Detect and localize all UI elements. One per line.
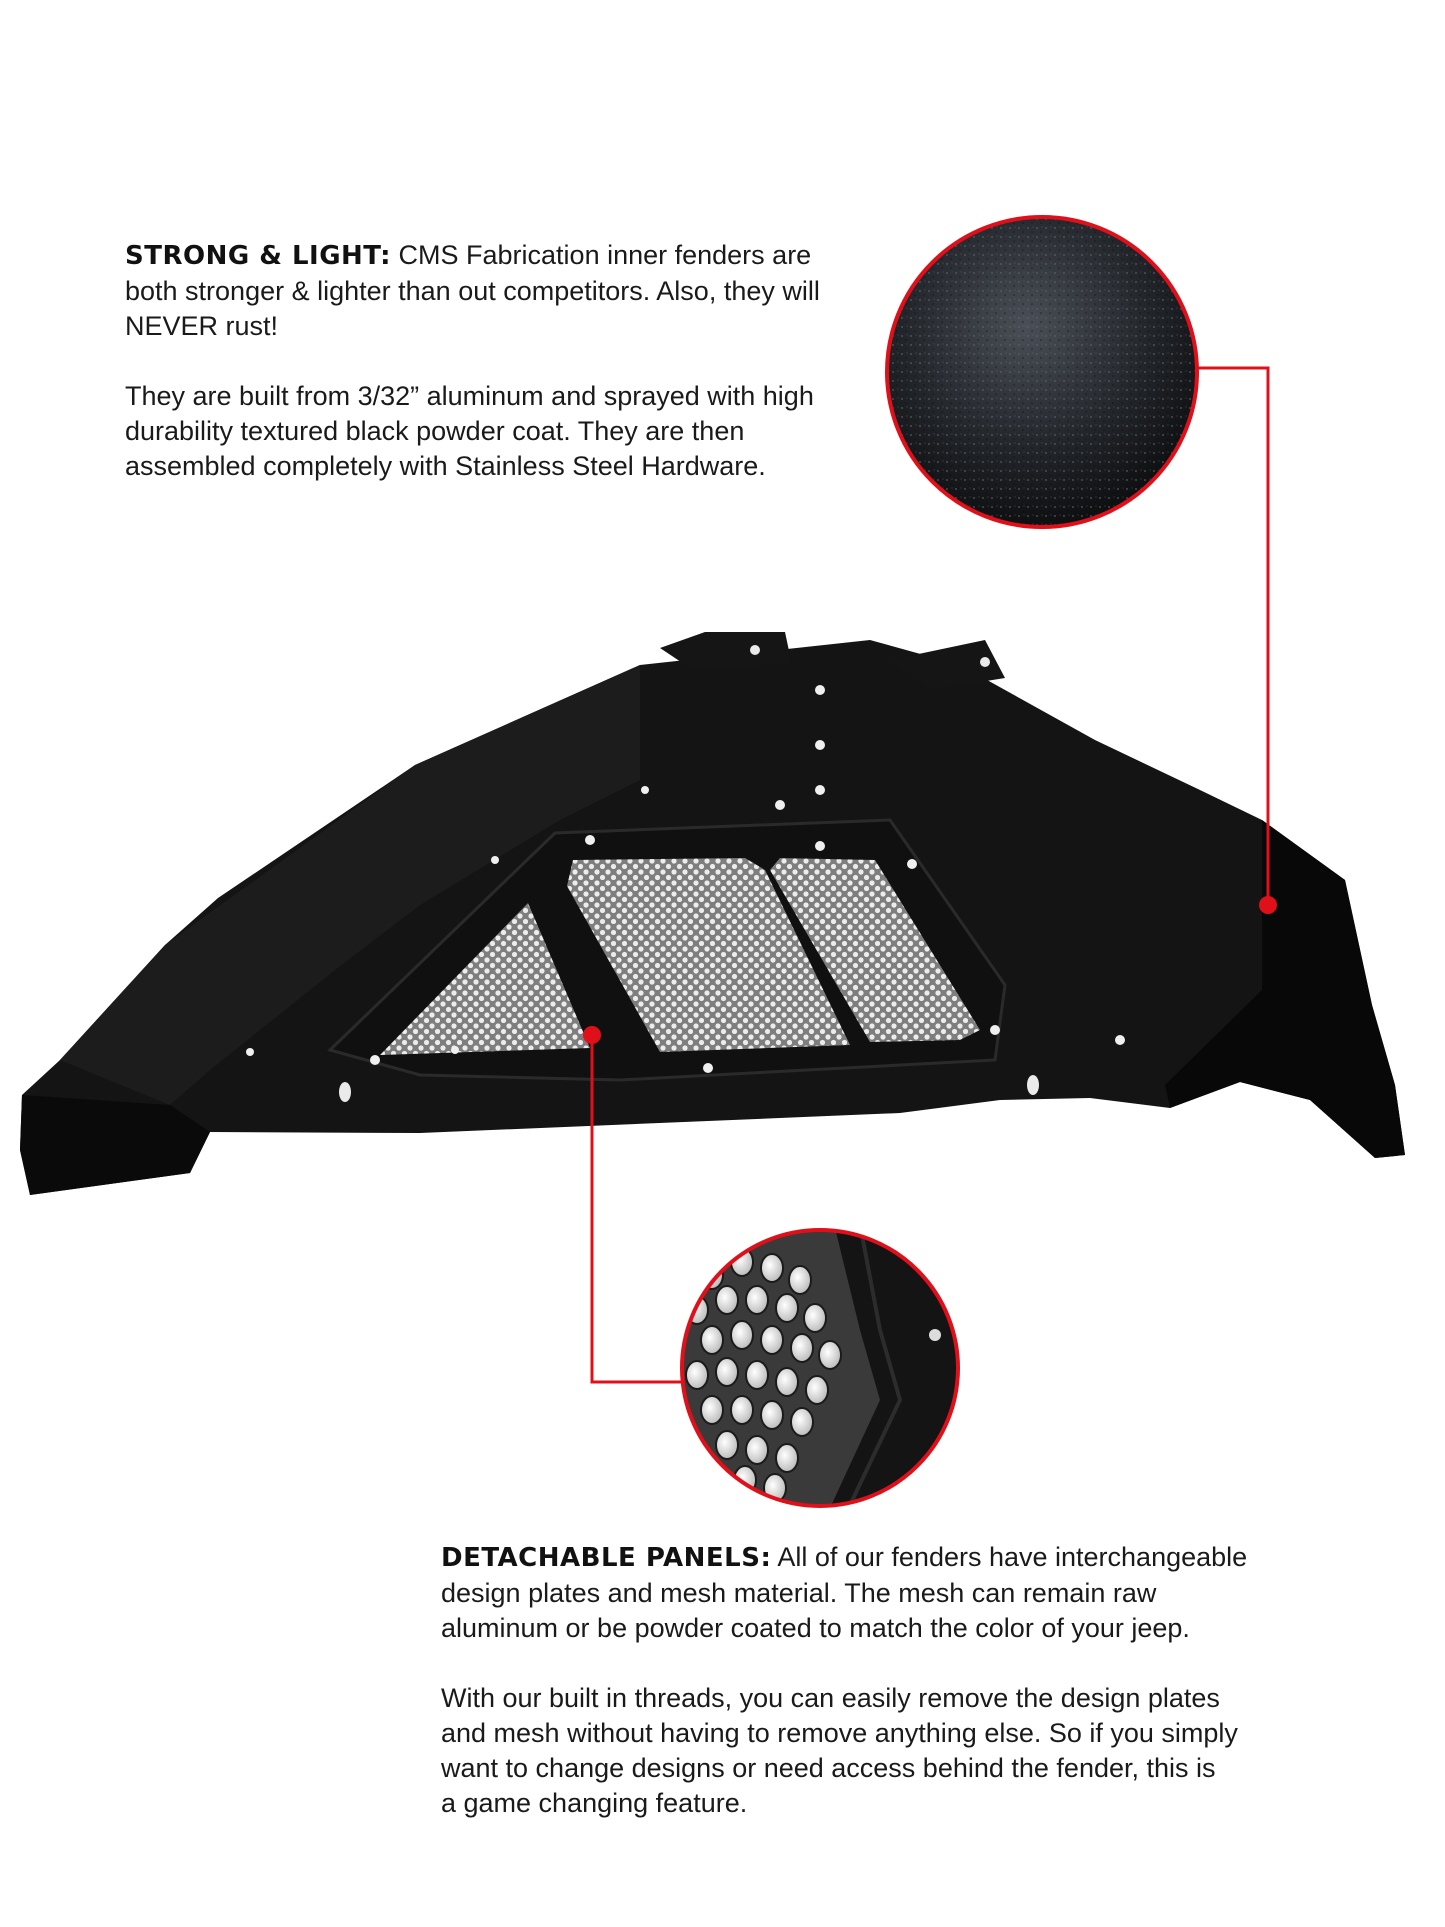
detachable-line2: design plates and mesh material. The mesh can remain raw	[441, 1578, 1157, 1608]
detachable-para2-line1: With our built in threads, you can easily remove the design plates	[441, 1683, 1220, 1713]
detachable-para2-line4: a game changing feature.	[441, 1788, 748, 1818]
strong-light-para2-line2: durability textured black powder coat. They are then	[125, 416, 745, 446]
mesh-detail-circle	[680, 1228, 960, 1508]
texture-detail-circle	[887, 217, 1197, 527]
callout-mesh-dot	[583, 1026, 601, 1044]
strong-light-line3: NEVER rust!	[125, 311, 279, 341]
detachable-line1: All of our fenders have interchangeable	[771, 1542, 1248, 1572]
strong-light-section	[125, 238, 885, 484]
strong-light-line2: both stronger & lighter than out competitors. Also, they will	[125, 276, 820, 306]
detachable-para2-line2: and mesh without having to remove anything else. So if you simply	[441, 1718, 1238, 1748]
detachable-panels-section	[441, 1540, 1341, 1821]
detachable-para2-line3: want to change designs or need access behind the fender, this is	[441, 1753, 1216, 1783]
strong-light-para2-line3: assembled completely with Stainless Steel Hardware.	[125, 451, 766, 481]
detachable-heading: DETACHABLE PANELS:	[441, 1543, 772, 1573]
callout-texture-dot	[1259, 896, 1277, 914]
strong-light-heading: STRONG & LIGHT:	[125, 241, 392, 271]
detachable-line3: aluminum or be powder coated to match the color of your jeep.	[441, 1613, 1190, 1643]
fender-body	[20, 632, 1405, 1195]
strong-light-line1: CMS Fabrication inner fenders are	[391, 240, 812, 270]
strong-light-para2-line1: They are built from 3/32” aluminum and sprayed with high	[125, 381, 814, 411]
